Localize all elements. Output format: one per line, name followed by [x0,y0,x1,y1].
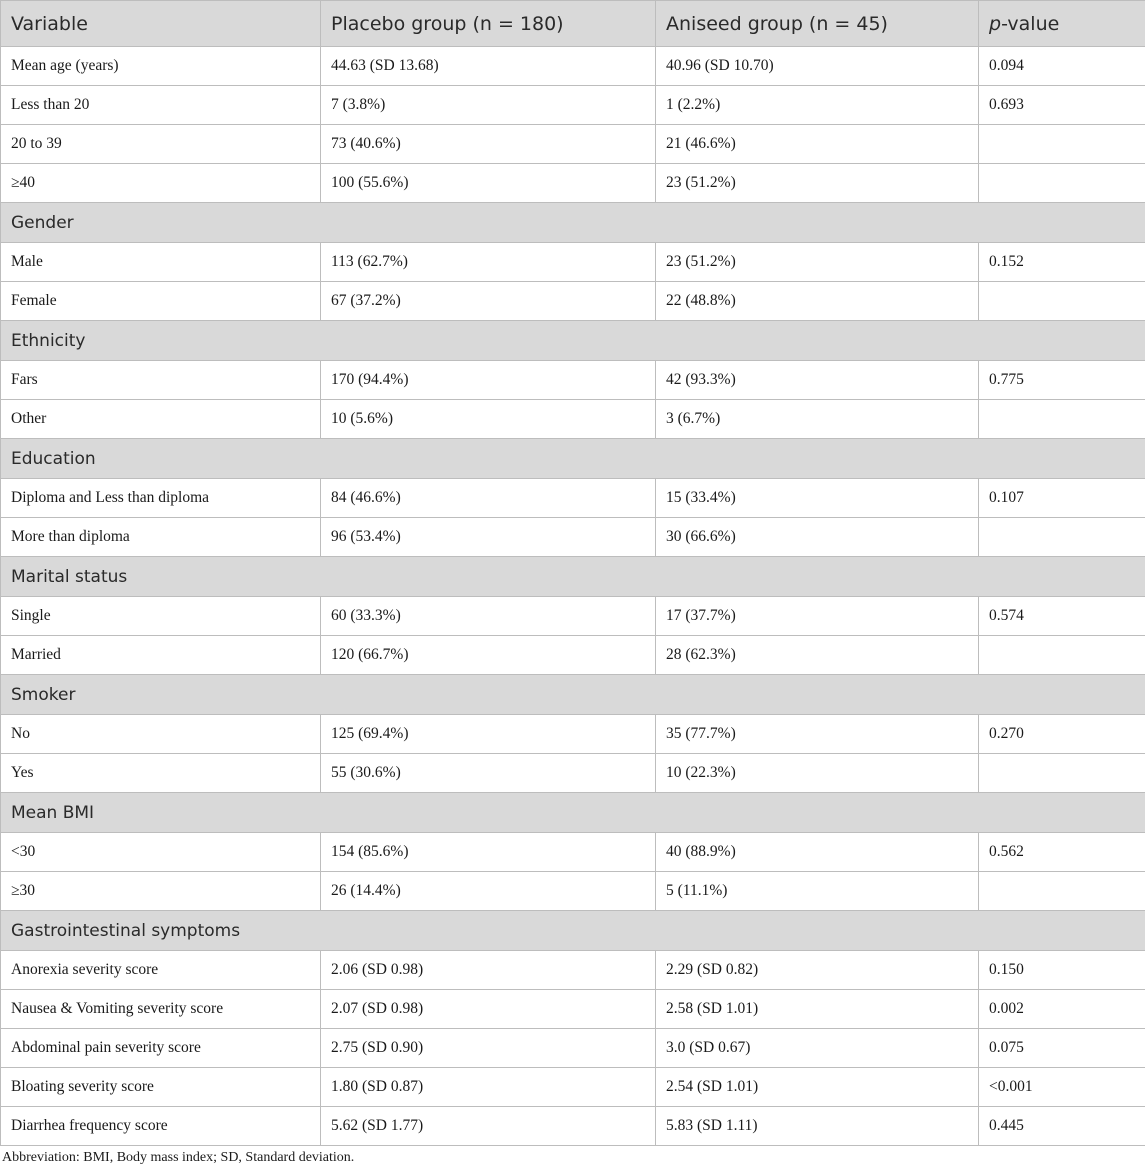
cell-placebo: 67 (37.2%) [321,282,656,321]
cell-variable: Other [1,400,321,439]
cell-p-value [979,125,1145,164]
cell-placebo: 2.75 (SD 0.90) [321,1029,656,1068]
cell-p-value: 0.107 [979,479,1145,518]
table-row [1,951,1145,990]
header-placebo-group: Placebo group (n = 180) [321,1,656,47]
cell-p-value: 0.445 [979,1107,1145,1146]
table-row [1,243,1145,282]
table-row [1,636,1145,675]
cell-variable: More than diploma [1,518,321,557]
cell-variable: Bloating severity score [1,1068,321,1107]
table-row [1,125,1145,164]
cell-placebo: 73 (40.6%) [321,125,656,164]
table-row [1,833,1145,872]
cell-placebo: 5.62 (SD 1.77) [321,1107,656,1146]
table-row [1,990,1145,1029]
cell-p-value: 0.150 [979,951,1145,990]
cell-aniseed: 5 (11.1%) [656,872,979,911]
table-row [1,1068,1145,1107]
cell-aniseed: 17 (37.7%) [656,597,979,636]
table-row [1,715,1145,754]
cell-aniseed: 2.29 (SD 0.82) [656,951,979,990]
cell-placebo: 84 (46.6%) [321,479,656,518]
section-label: Mean BMI [1,793,1145,833]
cell-placebo: 44.63 (SD 13.68) [321,47,656,86]
cell-aniseed: 2.58 (SD 1.01) [656,990,979,1029]
cell-p-value: 0.270 [979,715,1145,754]
cell-variable: Yes [1,754,321,793]
cell-p-value [979,518,1145,557]
cell-aniseed: 5.83 (SD 1.11) [656,1107,979,1146]
table-row [1,361,1145,400]
cell-p-value: 0.693 [979,86,1145,125]
cell-placebo: 100 (55.6%) [321,164,656,203]
cell-placebo: 170 (94.4%) [321,361,656,400]
cell-variable: No [1,715,321,754]
cell-p-value [979,400,1145,439]
section-header-row [1,439,1145,479]
cell-p-value: 0.094 [979,47,1145,86]
cell-placebo: 1.80 (SD 0.87) [321,1068,656,1107]
table-row [1,1107,1145,1146]
cell-aniseed: 3 (6.7%) [656,400,979,439]
cell-placebo: 2.07 (SD 0.98) [321,990,656,1029]
table-footnote: Abbreviation: BMI, Body mass index; SD, Standard deviation. [2,1150,355,1165]
cell-placebo: 125 (69.4%) [321,715,656,754]
cell-variable: ≥40 [1,164,321,203]
cell-variable: Diarrhea frequency score [1,1107,321,1146]
table-row [1,86,1145,125]
cell-aniseed: 23 (51.2%) [656,164,979,203]
cell-variable: Anorexia severity score [1,951,321,990]
table-row [1,479,1145,518]
cell-p-value: <0.001 [979,1068,1145,1107]
section-label: Education [1,439,1145,479]
cell-placebo: 154 (85.6%) [321,833,656,872]
cell-variable: <30 [1,833,321,872]
cell-placebo: 10 (5.6%) [321,400,656,439]
table-row [1,872,1145,911]
cell-aniseed: 35 (77.7%) [656,715,979,754]
cell-aniseed: 40 (88.9%) [656,833,979,872]
section-header-row [1,911,1145,951]
cell-variable: Male [1,243,321,282]
table-row [1,597,1145,636]
cell-p-value [979,754,1145,793]
cell-variable: ≥30 [1,872,321,911]
cell-p-value: 0.562 [979,833,1145,872]
cell-aniseed: 1 (2.2%) [656,86,979,125]
section-label: Gastrointestinal symptoms [1,911,1145,951]
cell-aniseed: 2.54 (SD 1.01) [656,1068,979,1107]
cell-variable: Female [1,282,321,321]
cell-aniseed: 15 (33.4%) [656,479,979,518]
section-header-row [1,203,1145,243]
table-row [1,754,1145,793]
cell-aniseed: 22 (48.8%) [656,282,979,321]
cell-placebo: 96 (53.4%) [321,518,656,557]
table-row [1,282,1145,321]
cell-aniseed: 40.96 (SD 10.70) [656,47,979,86]
cell-variable: Less than 20 [1,86,321,125]
table-row [1,400,1145,439]
cell-aniseed: 30 (66.6%) [656,518,979,557]
section-header-row [1,321,1145,361]
cell-placebo: 60 (33.3%) [321,597,656,636]
cell-variable: Abdominal pain severity score [1,1029,321,1068]
cell-p-value [979,872,1145,911]
cell-aniseed: 28 (62.3%) [656,636,979,675]
cell-p-value: 0.075 [979,1029,1145,1068]
table-header [1,1,1145,47]
section-header-row [1,675,1145,715]
cell-p-value [979,164,1145,203]
table-row [1,1029,1145,1068]
cell-variable: Diploma and Less than diploma [1,479,321,518]
cell-p-value: 0.574 [979,597,1145,636]
cell-placebo: 7 (3.8%) [321,86,656,125]
cell-placebo: 120 (66.7%) [321,636,656,675]
header-variable: Variable [1,1,321,47]
section-header-row [1,793,1145,833]
header-p-value-suffix: -value [1001,12,1060,35]
table-body [1,47,1145,1146]
cell-p-value: 0.775 [979,361,1145,400]
cell-variable: 20 to 39 [1,125,321,164]
cell-p-value: 0.152 [979,243,1145,282]
cell-variable: Nausea & Vomiting severity score [1,990,321,1029]
cell-aniseed: 3.0 (SD 0.67) [656,1029,979,1068]
header-p-value-italic: p [989,12,1002,35]
cell-placebo: 2.06 (SD 0.98) [321,951,656,990]
cell-p-value [979,282,1145,321]
section-header-row [1,557,1145,597]
cell-variable: Mean age (years) [1,47,321,86]
header-row [1,1,1145,47]
header-aniseed-group: Aniseed group (n = 45) [656,1,979,47]
section-label: Gender [1,203,1145,243]
cell-placebo: 55 (30.6%) [321,754,656,793]
cell-placebo: 26 (14.4%) [321,872,656,911]
cell-placebo: 113 (62.7%) [321,243,656,282]
header-p-value [979,1,1145,47]
cell-variable: Married [1,636,321,675]
section-label: Ethnicity [1,321,1145,361]
cell-variable: Single [1,597,321,636]
table-row [1,518,1145,557]
cell-aniseed: 23 (51.2%) [656,243,979,282]
section-label: Smoker [1,675,1145,715]
cell-aniseed: 10 (22.3%) [656,754,979,793]
section-label: Marital status [1,557,1145,597]
cell-aniseed: 42 (93.3%) [656,361,979,400]
table-row [1,47,1145,86]
cell-p-value [979,636,1145,675]
cell-p-value: 0.002 [979,990,1145,1029]
cell-aniseed: 21 (46.6%) [656,125,979,164]
cell-variable: Fars [1,361,321,400]
table-row [1,164,1145,203]
